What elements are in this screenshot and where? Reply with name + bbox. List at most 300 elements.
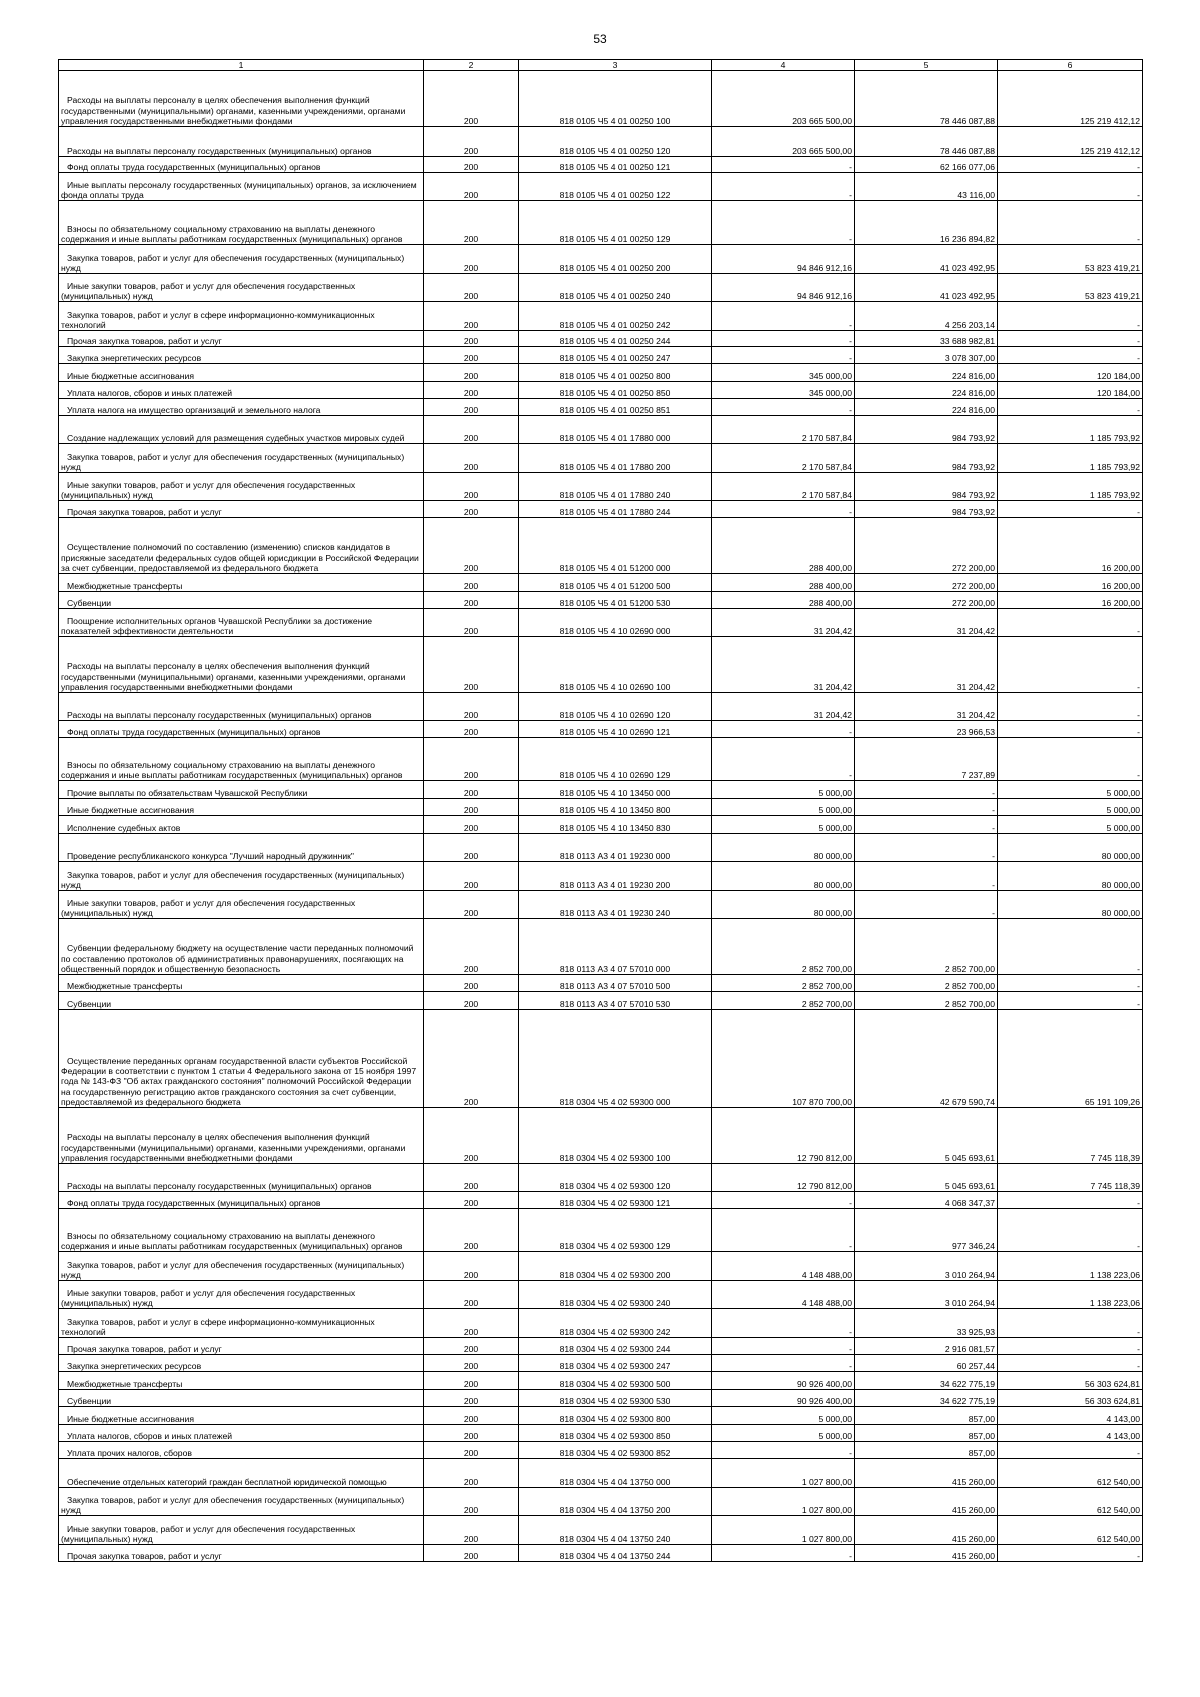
row-executed-amount-cell: 984 793,92 [855,501,998,518]
row-name-cell [59,975,424,992]
row-line-code-cell: 200 [424,382,519,399]
column-header-5: 5 [855,60,998,71]
table-row [59,891,1143,919]
row-approved-amount-cell: 288 400,00 [712,592,855,609]
row-line-code-cell: 200 [424,1281,519,1309]
table-row [59,399,1143,416]
row-remaining-amount-cell: 612 540,00 [998,1459,1143,1488]
row-name-cell [59,609,424,637]
row-remaining-amount-cell: - [998,1442,1143,1459]
row-approved-amount-cell: 5 000,00 [712,816,855,834]
row-executed-amount-cell: 2 852 700,00 [855,919,998,975]
row-remaining-amount-cell: - [998,201,1143,245]
row-remaining-amount-cell: 16 200,00 [998,518,1143,574]
row-executed-amount-cell: 62 166 077,06 [855,157,998,173]
row-classification-code-cell: 818 0105 Ч5 4 01 17880 240 [519,473,712,501]
row-remaining-amount-cell: 53 823 419,21 [998,274,1143,302]
row-approved-amount-cell: 4 148 488,00 [712,1252,855,1281]
table-row [59,1164,1143,1192]
row-executed-amount-cell: 78 446 087,88 [855,71,998,127]
row-remaining-amount-cell: 80 000,00 [998,891,1143,919]
row-remaining-amount-cell: - [998,609,1143,637]
row-classification-code-cell: 818 0105 Ч5 4 01 00250 100 [519,71,712,127]
row-executed-amount-cell: - [855,799,998,816]
row-approved-amount-cell: - [712,738,855,781]
row-name-text: Иные выплаты персоналу государственных (муниципальных) органов, за исключением фонда оплаты труда [61,179,417,200]
table-row [59,919,1143,975]
row-line-code-cell: 200 [424,399,519,416]
row-executed-amount-cell: 5 045 693,61 [855,1164,998,1192]
row-executed-amount-cell: 224 816,00 [855,364,998,382]
budget-execution-table [58,59,1143,1562]
row-line-code-cell: 200 [424,1192,519,1209]
row-executed-amount-cell: 41 023 492,95 [855,274,998,302]
row-name-cell [59,1442,424,1459]
row-classification-code-cell: 818 0304 Ч5 4 04 13750 244 [519,1545,712,1562]
row-line-code-cell: 200 [424,274,519,302]
row-name-cell [59,1309,424,1338]
row-classification-code-cell: 818 0304 Ч5 4 02 59300 129 [519,1209,712,1252]
row-line-code-cell: 200 [424,1390,519,1407]
table-row [59,364,1143,382]
row-name-cell [59,416,424,444]
row-name-text: Осуществление полномочий по составлению (изменению) списков кандидатов в присяжные заседатели федеральных судов общей юрисдикции в Российской Федерации за счет субвенции, предоставляемой из федерального бюджета [61,542,419,573]
row-remaining-amount-cell: 65 191 109,26 [998,1010,1143,1108]
row-classification-code-cell: 818 0105 Ч5 4 10 02690 129 [519,738,712,781]
row-approved-amount-cell: 2 170 587,84 [712,416,855,444]
row-executed-amount-cell: 272 200,00 [855,574,998,592]
row-classification-code-cell: 818 0105 Ч5 4 10 13450 830 [519,816,712,834]
row-classification-code-cell: 818 0105 Ч5 4 01 00250 244 [519,331,712,347]
row-remaining-amount-cell: 1 138 223,06 [998,1281,1143,1309]
row-executed-amount-cell: 16 236 894,82 [855,201,998,245]
row-executed-amount-cell: 2 916 081,57 [855,1338,998,1355]
row-name-text: Взносы по обязательному социальному страхованию на выплаты денежного содержания и иные выплаты работникам государственных (муниципальных) органов [61,1230,403,1251]
row-approved-amount-cell: 1 027 800,00 [712,1488,855,1516]
row-remaining-amount-cell: - [998,738,1143,781]
row-name-text: Закупка товаров, работ и услуг в сфере информационно-коммуникационных технологий [61,1316,375,1337]
row-remaining-amount-cell: 56 303 624,81 [998,1372,1143,1390]
table-row [59,1209,1143,1252]
row-name-cell [59,637,424,693]
row-executed-amount-cell: 977 346,24 [855,1209,998,1252]
row-name-text: Закупка товаров, работ и услуг для обеспечения государственных (муниципальных) нужд [61,869,405,890]
row-remaining-amount-cell: 53 823 419,21 [998,245,1143,274]
row-remaining-amount-cell: - [998,1355,1143,1372]
row-remaining-amount-cell: 612 540,00 [998,1516,1143,1545]
row-approved-amount-cell: 345 000,00 [712,364,855,382]
row-remaining-amount-cell: 4 143,00 [998,1407,1143,1425]
row-executed-amount-cell: 60 257,44 [855,1355,998,1372]
table-row [59,1010,1143,1108]
row-name-cell [59,302,424,331]
table-row [59,1338,1143,1355]
row-approved-amount-cell: - [712,1545,855,1562]
row-name-text: Прочая закупка товаров, работ и услуг [67,1344,222,1354]
row-classification-code-cell: 818 0113 А3 4 01 19230 200 [519,862,712,891]
column-header-2: 2 [424,60,519,71]
row-approved-amount-cell: - [712,1355,855,1372]
row-name-text: Исполнение судебных актов [67,823,181,833]
row-name-cell [59,71,424,127]
row-executed-amount-cell: 7 237,89 [855,738,998,781]
row-line-code-cell: 200 [424,781,519,799]
row-name-cell [59,399,424,416]
row-executed-amount-cell: 34 622 775,19 [855,1372,998,1390]
row-line-code-cell: 200 [424,721,519,738]
row-name-cell [59,274,424,302]
row-name-text: Межбюджетные трансферты [67,1379,183,1389]
row-name-text: Закупка товаров, работ и услуг для обеспечения государственных (муниципальных) нужд [61,451,405,472]
row-approved-amount-cell: 2 170 587,84 [712,473,855,501]
row-line-code-cell: 200 [424,518,519,574]
row-name-text: Взносы по обязательному социальному страхованию на выплаты денежного содержания и иные выплаты работникам государственных (муниципальных) органов [61,223,403,244]
row-approved-amount-cell: - [712,347,855,364]
row-classification-code-cell: 818 0105 Ч5 4 01 00250 242 [519,302,712,331]
row-approved-amount-cell: 90 926 400,00 [712,1390,855,1407]
row-remaining-amount-cell: - [998,975,1143,992]
page-number: 53 [593,32,607,46]
row-approved-amount-cell: 2 170 587,84 [712,444,855,473]
row-classification-code-cell: 818 0105 Ч5 4 01 51200 530 [519,592,712,609]
row-line-code-cell: 200 [424,1488,519,1516]
row-remaining-amount-cell: 16 200,00 [998,592,1143,609]
column-header-3: 3 [519,60,712,71]
row-line-code-cell: 200 [424,919,519,975]
row-executed-amount-cell: 415 260,00 [855,1459,998,1488]
row-remaining-amount-cell: - [998,919,1143,975]
row-line-code-cell: 200 [424,1442,519,1459]
row-executed-amount-cell: 415 260,00 [855,1488,998,1516]
row-classification-code-cell: 818 0304 Ч5 4 02 59300 850 [519,1425,712,1442]
row-line-code-cell: 200 [424,1516,519,1545]
row-executed-amount-cell: 984 793,92 [855,416,998,444]
row-line-code-cell: 200 [424,816,519,834]
table-row [59,416,1143,444]
row-line-code-cell: 200 [424,834,519,862]
row-executed-amount-cell: - [855,862,998,891]
row-executed-amount-cell: 33 925,93 [855,1309,998,1338]
table-row [59,1407,1143,1425]
row-approved-amount-cell: - [712,1192,855,1209]
row-name-cell [59,473,424,501]
row-approved-amount-cell: 1 027 800,00 [712,1516,855,1545]
row-classification-code-cell: 818 0304 Ч5 4 02 59300 000 [519,1010,712,1108]
row-line-code-cell: 200 [424,157,519,173]
row-name-cell [59,721,424,738]
row-name-text: Иные закупки товаров, работ и услуг для обеспечения государственных (муниципальных) нужд [61,280,356,301]
row-line-code-cell: 200 [424,245,519,274]
row-remaining-amount-cell: - [998,501,1143,518]
row-name-cell [59,1355,424,1372]
table-row [59,1390,1143,1407]
row-remaining-amount-cell: - [998,331,1143,347]
row-classification-code-cell: 818 0304 Ч5 4 02 59300 247 [519,1355,712,1372]
row-executed-amount-cell: 31 204,42 [855,637,998,693]
row-name-text: Осуществление переданных органам государственной власти субъектов Российской Федерации в соответствии с пунктом 1 статьи 4 Федерального закона от 15 ноября 1997 года № 143-ФЗ "Об актах гражданского состояния" полномочий Российской Федерации на государственную регистрацию актов гражданского состояния за счет субвенции, предоставляемой из федерального бюджета [61,1055,417,1107]
row-executed-amount-cell: 984 793,92 [855,444,998,473]
row-approved-amount-cell: - [712,201,855,245]
row-line-code-cell: 200 [424,127,519,157]
row-name-text: Субвенции [67,1396,112,1406]
row-line-code-cell: 200 [424,331,519,347]
row-classification-code-cell: 818 0304 Ч5 4 02 59300 530 [519,1390,712,1407]
row-remaining-amount-cell: 1 138 223,06 [998,1252,1143,1281]
table-row [59,1425,1143,1442]
row-name-text: Закупка товаров, работ и услуг для обеспечения государственных (муниципальных) нужд [61,252,405,273]
row-line-code-cell: 200 [424,1407,519,1425]
row-remaining-amount-cell: 1 185 793,92 [998,416,1143,444]
row-remaining-amount-cell: - [998,399,1143,416]
row-name-text: Иные закупки товаров, работ и услуг для обеспечения государственных (муниципальных) нужд [61,897,356,918]
row-name-text: Закупка энергетических ресурсов [67,353,202,363]
row-approved-amount-cell: - [712,399,855,416]
row-approved-amount-cell: 80 000,00 [712,891,855,919]
row-approved-amount-cell: 288 400,00 [712,518,855,574]
row-name-cell [59,1488,424,1516]
row-classification-code-cell: 818 0105 Ч5 4 01 00250 121 [519,157,712,173]
table-row [59,444,1143,473]
row-classification-code-cell: 818 0105 Ч5 4 10 13450 800 [519,799,712,816]
table-row [59,1252,1143,1281]
row-executed-amount-cell: 272 200,00 [855,518,998,574]
table-row [59,1372,1143,1390]
row-approved-amount-cell: 345 000,00 [712,382,855,399]
table-row [59,574,1143,592]
column-header-4: 4 [712,60,855,71]
table-row [59,382,1143,399]
table-row [59,201,1143,245]
row-approved-amount-cell: - [712,1442,855,1459]
row-classification-code-cell: 818 0105 Ч5 4 01 51200 000 [519,518,712,574]
row-approved-amount-cell: - [712,331,855,347]
row-name-text: Иные бюджетные ассигнования [67,805,195,815]
row-classification-code-cell: 818 0113 А3 4 07 57010 000 [519,919,712,975]
row-name-cell [59,1252,424,1281]
row-name-text: Расходы на выплаты персоналу государственных (муниципальных) органов [67,146,372,156]
row-remaining-amount-cell: - [998,1338,1143,1355]
row-line-code-cell: 200 [424,1252,519,1281]
row-approved-amount-cell: 5 000,00 [712,799,855,816]
table-row [59,992,1143,1010]
row-remaining-amount-cell: 80 000,00 [998,862,1143,891]
row-approved-amount-cell: 94 846 912,16 [712,245,855,274]
row-name-cell [59,1459,424,1488]
row-classification-code-cell: 818 0304 Ч5 4 02 59300 500 [519,1372,712,1390]
row-approved-amount-cell: 31 204,42 [712,693,855,721]
row-name-text: Уплата налогов, сборов и иных платежей [67,1431,233,1441]
row-executed-amount-cell: 4 256 203,14 [855,302,998,331]
row-executed-amount-cell: 78 446 087,88 [855,127,998,157]
row-remaining-amount-cell: 4 143,00 [998,1425,1143,1442]
table-row [59,347,1143,364]
row-remaining-amount-cell: 125 219 412,12 [998,71,1143,127]
table-row [59,862,1143,891]
row-executed-amount-cell: 41 023 492,95 [855,245,998,274]
row-remaining-amount-cell: 56 303 624,81 [998,1390,1143,1407]
table-row [59,245,1143,274]
row-approved-amount-cell: 80 000,00 [712,862,855,891]
row-approved-amount-cell: 12 790 812,00 [712,1108,855,1164]
table-row [59,781,1143,799]
row-approved-amount-cell: 12 790 812,00 [712,1164,855,1192]
row-remaining-amount-cell: 612 540,00 [998,1488,1143,1516]
row-classification-code-cell: 818 0105 Ч5 4 01 00250 247 [519,347,712,364]
row-classification-code-cell: 818 0304 Ч5 4 02 59300 120 [519,1164,712,1192]
row-name-text: Фонд оплаты труда государственных (муниципальных) органов [67,727,321,737]
row-name-cell [59,1010,424,1108]
row-executed-amount-cell: 857,00 [855,1425,998,1442]
row-remaining-amount-cell: 125 219 412,12 [998,127,1143,157]
row-approved-amount-cell: - [712,501,855,518]
row-name-text: Иные бюджетные ассигнования [67,1414,195,1424]
table-row [59,1281,1143,1309]
row-approved-amount-cell: 31 204,42 [712,609,855,637]
table-row [59,71,1143,127]
row-name-text: Расходы на выплаты персоналу государственных (муниципальных) органов [67,1181,372,1191]
row-line-code-cell: 200 [424,1372,519,1390]
table-row [59,173,1143,201]
row-name-cell [59,364,424,382]
row-line-code-cell: 200 [424,637,519,693]
row-approved-amount-cell: 203 665 500,00 [712,71,855,127]
row-classification-code-cell: 818 0105 Ч5 4 01 00250 200 [519,245,712,274]
row-name-text: Проведение республиканского конкурса "Лучший народный дружинник" [67,851,354,861]
row-name-cell [59,1281,424,1309]
table-row [59,1516,1143,1545]
row-name-cell [59,781,424,799]
row-remaining-amount-cell: - [998,637,1143,693]
row-name-cell [59,992,424,1010]
row-classification-code-cell: 818 0105 Ч5 4 01 00250 850 [519,382,712,399]
row-name-text: Закупка энергетических ресурсов [67,1361,202,1371]
row-name-cell [59,816,424,834]
row-executed-amount-cell: 42 679 590,74 [855,1010,998,1108]
row-classification-code-cell: 818 0113 А3 4 01 19230 000 [519,834,712,862]
row-classification-code-cell: 818 0304 Ч5 4 02 59300 200 [519,1252,712,1281]
row-line-code-cell: 200 [424,574,519,592]
row-classification-code-cell: 818 0113 А3 4 01 19230 240 [519,891,712,919]
row-executed-amount-cell: 984 793,92 [855,473,998,501]
row-name-cell [59,201,424,245]
row-line-code-cell: 200 [424,1338,519,1355]
row-executed-amount-cell: 224 816,00 [855,382,998,399]
row-line-code-cell: 200 [424,1459,519,1488]
row-name-text: Закупка товаров, работ и услуг для обеспечения государственных (муниципальных) нужд [61,1494,405,1515]
row-executed-amount-cell: - [855,781,998,799]
row-classification-code-cell: 818 0304 Ч5 4 04 13750 000 [519,1459,712,1488]
row-approved-amount-cell: 2 852 700,00 [712,919,855,975]
row-name-text: Субвенции федеральному бюджету на осуществление части переданных полномочий по составлению протоколов об административных правонарушениях, посягающих на общественный порядок и общественную безопасность [61,943,414,974]
row-name-text: Субвенции [67,598,112,608]
row-classification-code-cell: 818 0105 Ч5 4 01 00250 240 [519,274,712,302]
row-approved-amount-cell: 5 000,00 [712,1407,855,1425]
row-executed-amount-cell: 3 010 264,94 [855,1252,998,1281]
table-row [59,1192,1143,1209]
row-executed-amount-cell: 31 204,42 [855,693,998,721]
table-row [59,1488,1143,1516]
row-name-text: Поощрение исполнительных органов Чувашской Республики за достижение показателей эффективности деятельности [61,615,373,636]
row-classification-code-cell: 818 0105 Ч5 4 01 51200 500 [519,574,712,592]
row-approved-amount-cell: 80 000,00 [712,834,855,862]
row-line-code-cell: 200 [424,1425,519,1442]
table-row [59,816,1143,834]
row-line-code-cell: 200 [424,1545,519,1562]
table-row [59,721,1143,738]
row-line-code-cell: 200 [424,1309,519,1338]
table-row [59,518,1143,574]
row-name-text: Расходы на выплаты персоналу государственных (муниципальных) органов [67,710,372,720]
table-row [59,157,1143,173]
row-line-code-cell: 200 [424,173,519,201]
table-row [59,1355,1143,1372]
row-executed-amount-cell: 2 852 700,00 [855,975,998,992]
row-name-text: Иные закупки товаров, работ и услуг для обеспечения государственных (муниципальных) нужд [61,1287,356,1308]
table-row [59,799,1143,816]
row-line-code-cell: 200 [424,501,519,518]
row-remaining-amount-cell: - [998,302,1143,331]
row-name-cell [59,1108,424,1164]
row-approved-amount-cell: 288 400,00 [712,574,855,592]
row-name-cell [59,127,424,157]
row-executed-amount-cell: 857,00 [855,1407,998,1425]
row-name-text: Закупка товаров, работ и услуг для обеспечения государственных (муниципальных) нужд [61,1259,405,1280]
row-name-text: Фонд оплаты труда государственных (муниципальных) органов [67,1198,321,1208]
row-name-cell [59,501,424,518]
table-row [59,1442,1143,1459]
row-remaining-amount-cell: - [998,157,1143,173]
row-line-code-cell: 200 [424,1209,519,1252]
row-remaining-amount-cell: 5 000,00 [998,781,1143,799]
row-executed-amount-cell: - [855,834,998,862]
row-remaining-amount-cell: - [998,992,1143,1010]
row-classification-code-cell: 818 0304 Ч5 4 04 13750 200 [519,1488,712,1516]
row-line-code-cell: 200 [424,891,519,919]
row-name-text: Фонд оплаты труда государственных (муниципальных) органов [67,162,321,172]
row-executed-amount-cell: 33 688 982,81 [855,331,998,347]
row-name-text: Уплата прочих налогов, сборов [67,1448,192,1458]
row-approved-amount-cell: - [712,1338,855,1355]
row-name-cell [59,173,424,201]
row-approved-amount-cell: 94 846 912,16 [712,274,855,302]
row-name-cell [59,919,424,975]
row-line-code-cell: 200 [424,1108,519,1164]
row-executed-amount-cell: 857,00 [855,1442,998,1459]
row-approved-amount-cell: 2 852 700,00 [712,975,855,992]
row-name-text: Создание надлежащих условий для размещения судебных участков мировых судей [67,433,405,443]
row-executed-amount-cell: 415 260,00 [855,1516,998,1545]
row-executed-amount-cell: 415 260,00 [855,1545,998,1562]
row-name-cell [59,1425,424,1442]
row-line-code-cell: 200 [424,693,519,721]
row-name-cell [59,382,424,399]
column-number-row [59,60,1143,71]
row-classification-code-cell: 818 0304 Ч5 4 02 59300 244 [519,1338,712,1355]
row-name-text: Иные закупки товаров, работ и услуг для обеспечения государственных (муниципальных) нужд [61,479,356,500]
row-name-cell [59,1516,424,1545]
row-name-cell [59,799,424,816]
row-line-code-cell: 200 [424,992,519,1010]
row-classification-code-cell: 818 0304 Ч5 4 02 59300 800 [519,1407,712,1425]
row-remaining-amount-cell: - [998,1309,1143,1338]
row-classification-code-cell: 818 0105 Ч5 4 10 02690 120 [519,693,712,721]
row-name-cell [59,862,424,891]
row-remaining-amount-cell: - [998,1192,1143,1209]
row-name-cell [59,738,424,781]
row-name-text: Прочая закупка товаров, работ и услуг [67,1551,222,1561]
row-approved-amount-cell: 90 926 400,00 [712,1372,855,1390]
row-classification-code-cell: 818 0304 Ч5 4 02 59300 121 [519,1192,712,1209]
